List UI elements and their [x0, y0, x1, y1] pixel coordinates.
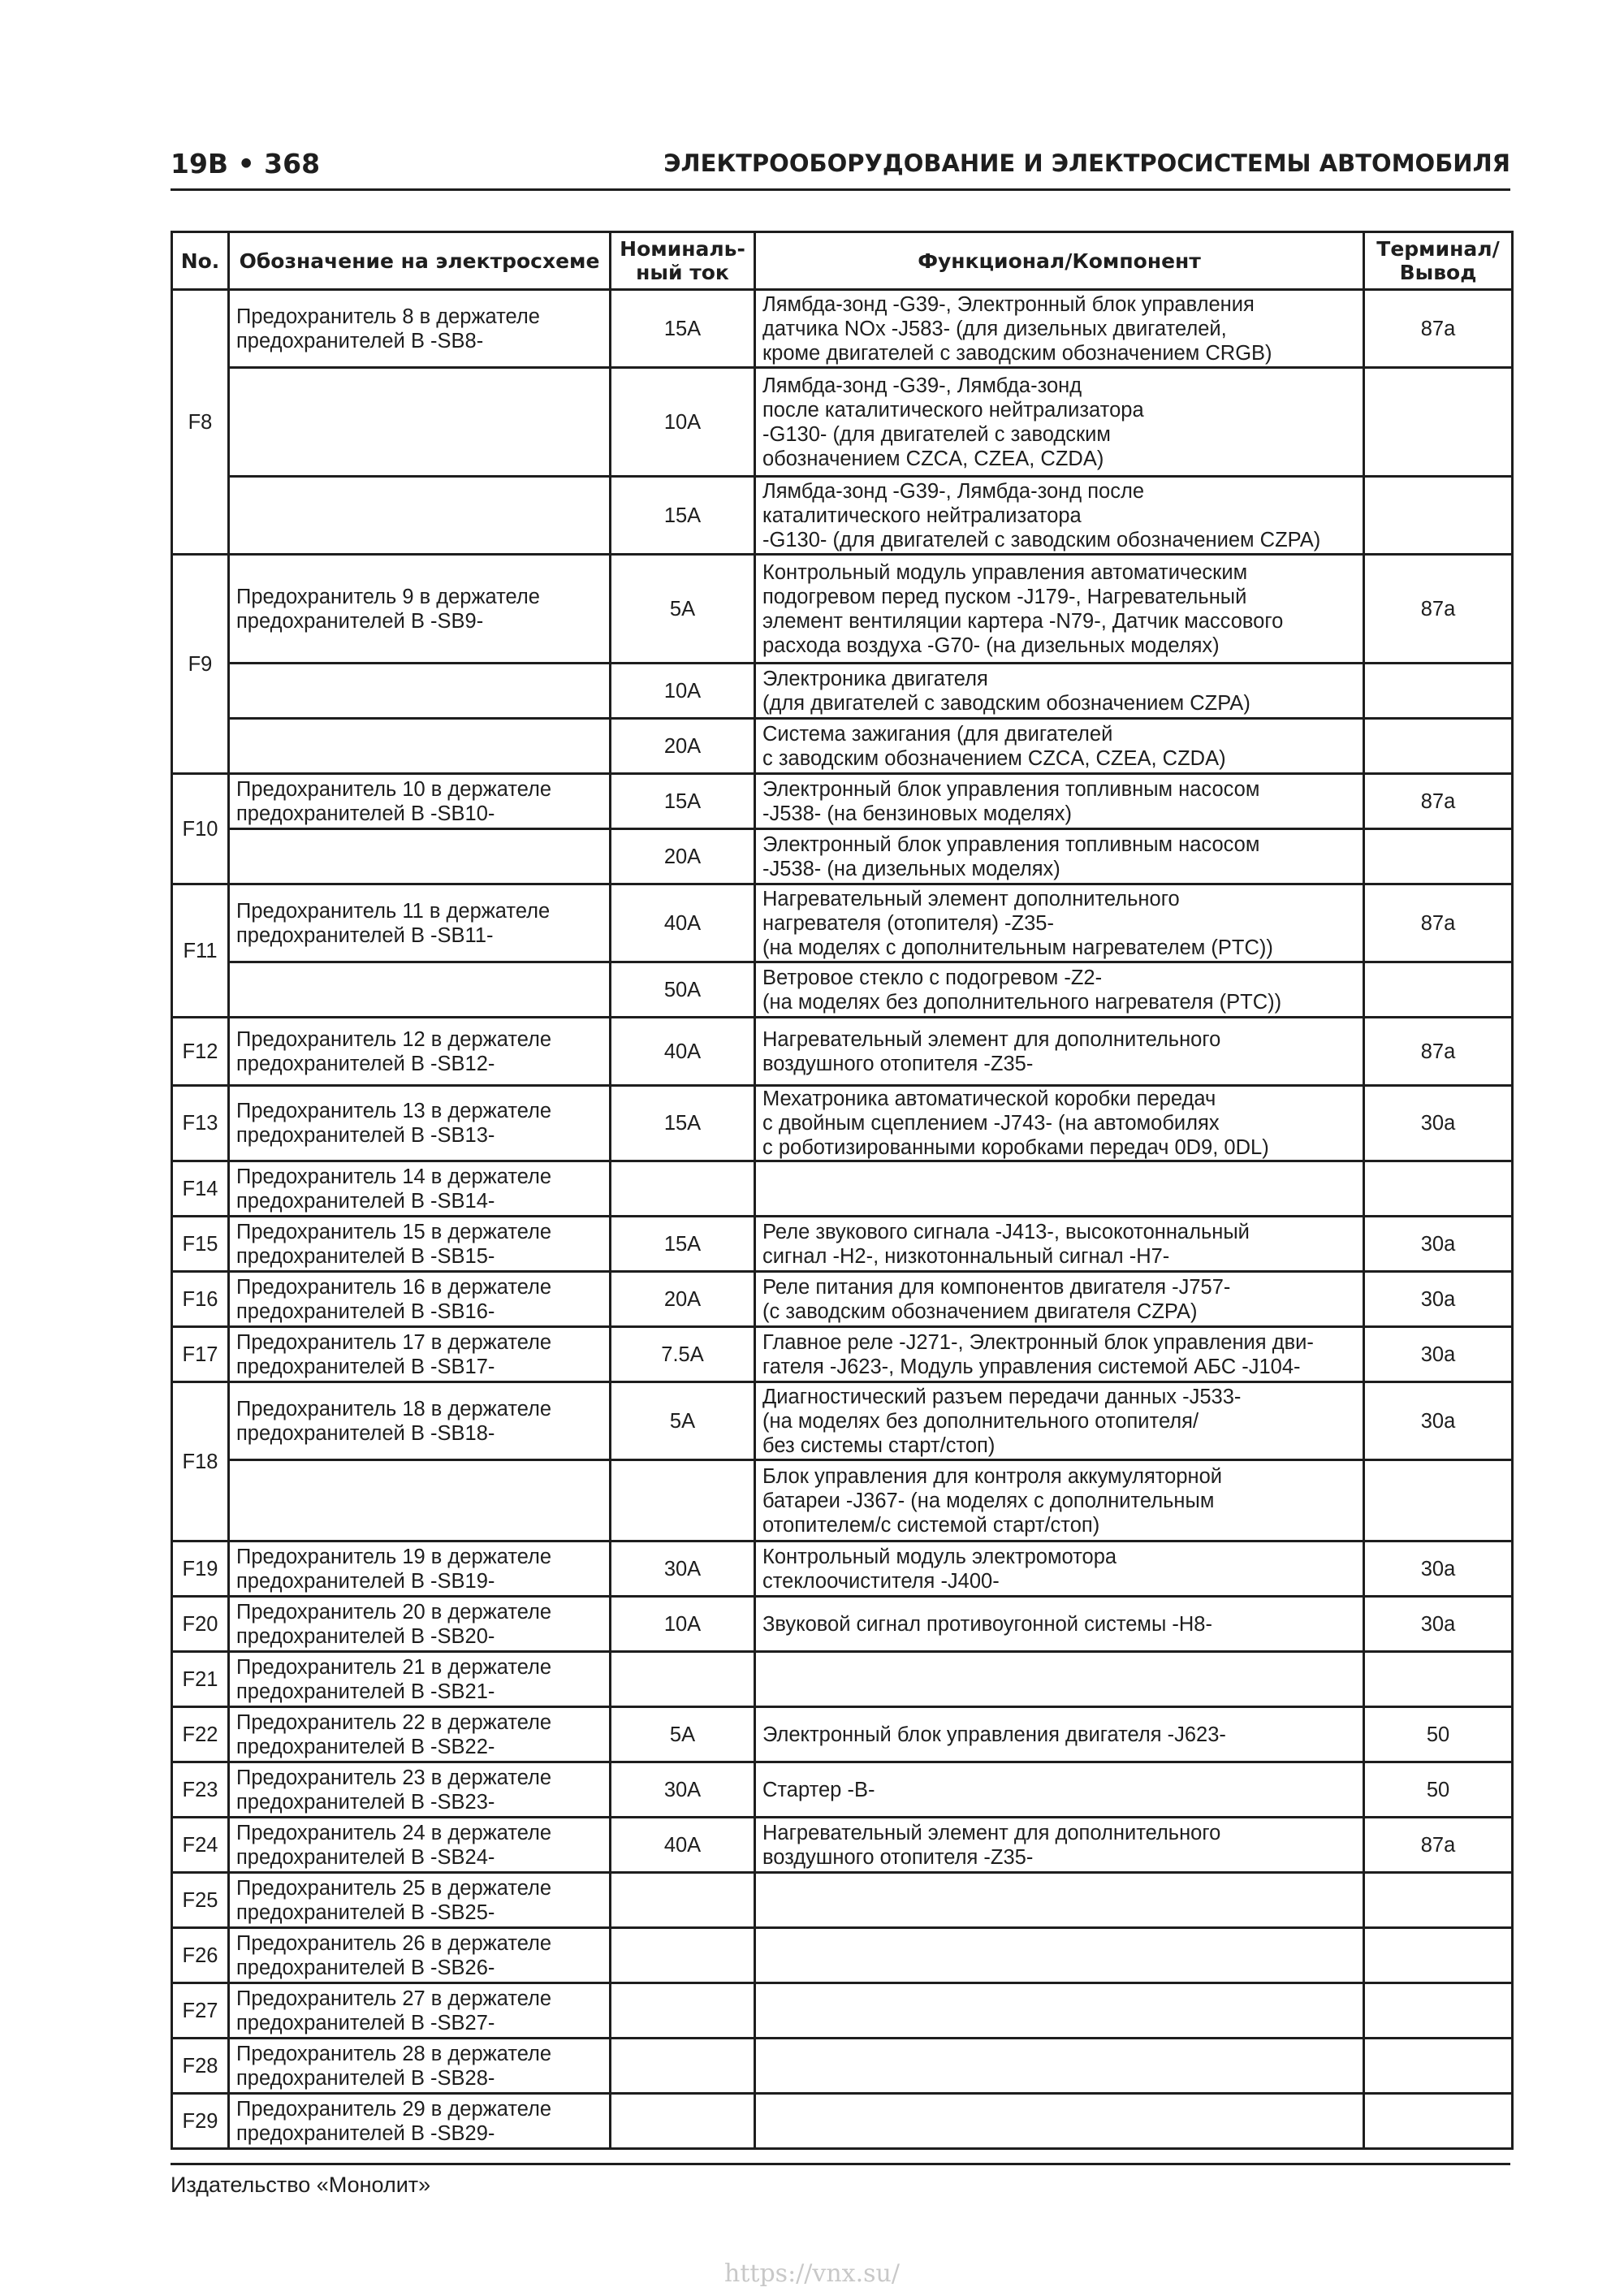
table-row — [172, 1597, 1513, 1652]
fuse-current — [611, 1161, 755, 1217]
fuse-designation — [229, 477, 611, 555]
table-row — [172, 829, 1513, 884]
fuse-function: Лямбда-зонд -G39-, Лямбда-зонд после каталитического нейтрализатора -G130- (для двигателей с заводским обозначением CZCA, CZEA, CZDA) — [755, 368, 1364, 477]
fuse-function — [755, 1652, 1364, 1707]
fuse-number: F16 — [172, 1272, 229, 1327]
fuse-terminal — [1364, 2094, 1513, 2149]
fuse-terminal: 87a — [1364, 774, 1513, 829]
fuse-function: Ветровое стекло с подогревом -Z2- (на моделях без дополнительного нагревателя (PTC)) — [755, 962, 1364, 1018]
fuse-current: 15A — [611, 290, 755, 368]
fuse-number: F10 — [172, 774, 229, 884]
fuse-function — [755, 2094, 1364, 2149]
table-row — [172, 1086, 1513, 1161]
fuse-terminal: 30a — [1364, 1272, 1513, 1327]
table-row — [172, 962, 1513, 1018]
fuse-number: F12 — [172, 1018, 229, 1086]
fuse-function: Лямбда-зонд -G39-, Лямбда-зонд после каталитического нейтрализатора -G130- (для двигателей с заводским обозначением CZPA) — [755, 477, 1364, 555]
fuse-terminal: 87a — [1364, 1818, 1513, 1873]
table-row — [172, 1541, 1513, 1597]
fuse-number: F24 — [172, 1818, 229, 1873]
fuse-designation — [229, 719, 611, 774]
fuse-function: Звуковой сигнал противоугонной системы -H8- — [755, 1597, 1364, 1652]
fuse-designation — [229, 962, 611, 1018]
fuse-current: 15A — [611, 1217, 755, 1272]
fuse-function: Контрольный модуль электромотора стеклоочистителя -J400- — [755, 1541, 1364, 1597]
fuse-current — [611, 1460, 755, 1541]
table-row — [172, 1327, 1513, 1382]
fuse-designation: Предохранитель 24 в держателе предохранителей B -SB24- — [229, 1818, 611, 1873]
table-row — [172, 1707, 1513, 1762]
fuse-current: 15A — [611, 1086, 755, 1161]
table-row — [172, 1018, 1513, 1086]
table-row — [172, 774, 1513, 829]
fuse-number: F8 — [172, 290, 229, 555]
fuse-designation: Предохранитель 19 в держателе предохранителей B -SB19- — [229, 1541, 611, 1597]
fuse-number: F23 — [172, 1762, 229, 1818]
col-header-no: No. — [172, 232, 229, 290]
table-row — [172, 719, 1513, 774]
fuse-designation: Предохранитель 23 в держателе предохранителей B -SB23- — [229, 1762, 611, 1818]
table-row — [172, 1873, 1513, 1928]
fuse-designation — [229, 664, 611, 719]
fuse-terminal: 87a — [1364, 884, 1513, 962]
fuse-function: Блок управления для контроля аккумуляторной батареи -J367- (на моделях с дополнительным отопителем/с системой старт/стоп) — [755, 1460, 1364, 1541]
fuse-function: Лямбда-зонд -G39-, Электронный блок управления датчика NOx -J583- (для дизельных двигателей, кроме двигателей с заводским обозначением CRGB) — [755, 290, 1364, 368]
fuse-designation: Предохранитель 25 в держателе предохранителей B -SB25- — [229, 1873, 611, 1928]
fuse-number: F9 — [172, 555, 229, 774]
table-row — [172, 1460, 1513, 1541]
fuse-terminal: 30a — [1364, 1327, 1513, 1382]
fuse-terminal: 30a — [1364, 1217, 1513, 1272]
fuse-current: 5A — [611, 555, 755, 664]
fuse-current: 15A — [611, 477, 755, 555]
col-header-function: Функционал/Компонент — [755, 232, 1364, 290]
table-row — [172, 2039, 1513, 2094]
fuse-number: F18 — [172, 1382, 229, 1541]
watermark-url: https://vnx.su/ — [724, 2259, 900, 2288]
fuse-designation: Предохранитель 29 в держателе предохранителей B -SB29- — [229, 2094, 611, 2149]
col-header-current-text: Номиналь- ный ток — [620, 237, 745, 284]
fuse-terminal — [1364, 368, 1513, 477]
fuse-designation: Предохранитель 21 в держателе предохранителей B -SB21- — [229, 1652, 611, 1707]
section-title: ЭЛЕКТРООБОРУДОВАНИЕ И ЭЛЕКТРОСИСТЕМЫ АВТОМОБИЛЯ — [663, 149, 1510, 177]
fuse-designation: Предохранитель 14 в держателе предохранителей B -SB14- — [229, 1161, 611, 1217]
table-header-row — [172, 232, 1513, 290]
fuse-number: F14 — [172, 1161, 229, 1217]
footer-divider — [171, 2163, 1510, 2165]
fuse-terminal — [1364, 1161, 1513, 1217]
fuse-number: F19 — [172, 1541, 229, 1597]
fuse-terminal: 50 — [1364, 1707, 1513, 1762]
fuse-number: F22 — [172, 1707, 229, 1762]
table-row — [172, 1762, 1513, 1818]
table-row — [172, 2094, 1513, 2149]
fuse-function — [755, 2039, 1364, 2094]
fuse-terminal — [1364, 477, 1513, 555]
fuse-current — [611, 2039, 755, 2094]
col-header-terminal-text: Терминал/ Вывод — [1376, 237, 1500, 284]
fuse-terminal: 30a — [1364, 1597, 1513, 1652]
table-row — [172, 664, 1513, 719]
fuse-number: F15 — [172, 1217, 229, 1272]
fuse-number: F21 — [172, 1652, 229, 1707]
fuse-function: Мехатроника автоматической коробки передач с двойным сцеплением -J743- (на автомобилях с роботизированными коробками передач 0D9, 0DL) — [755, 1086, 1364, 1161]
fuse-designation: Предохранитель 26 в держателе предохранителей B -SB26- — [229, 1928, 611, 1983]
fuse-designation: Предохранитель 12 в держателе предохранителей B -SB12- — [229, 1018, 611, 1086]
fuse-designation: Предохранитель 11 в держателе предохранителей B -SB11- — [229, 884, 611, 962]
col-header-terminal — [1364, 232, 1513, 290]
col-header-designation: Обозначение на электросхеме — [229, 232, 611, 290]
fuse-function: Электронный блок управления топливным насосом -J538- (на бензиновых моделях) — [755, 774, 1364, 829]
table-row — [172, 1983, 1513, 2039]
fuse-current: 10A — [611, 1597, 755, 1652]
fuse-designation: Предохранитель 16 в держателе предохранителей B -SB16- — [229, 1272, 611, 1327]
table-row — [172, 1818, 1513, 1873]
fuse-terminal — [1364, 1873, 1513, 1928]
fuse-designation: Предохранитель 28 в держателе предохранителей B -SB28- — [229, 2039, 611, 2094]
table-row — [172, 1272, 1513, 1327]
col-header-current — [611, 232, 755, 290]
fuse-function — [755, 1161, 1364, 1217]
fuse-current — [611, 2094, 755, 2149]
fuse-designation: Предохранитель 13 в держателе предохранителей B -SB13- — [229, 1086, 611, 1161]
fuse-designation: Предохранитель 18 в держателе предохранителей B -SB18- — [229, 1382, 611, 1460]
fuse-current: 15A — [611, 774, 755, 829]
fuse-function: Нагревательный элемент для дополнительного воздушного отопителя -Z35- — [755, 1818, 1364, 1873]
fuse-function: Реле питания для компонентов двигателя -J757- (с заводским обозначением двигателя CZPA) — [755, 1272, 1364, 1327]
fuse-terminal — [1364, 1460, 1513, 1541]
publisher: Издательство «Монолит» — [171, 2173, 431, 2197]
fuse-designation: Предохранитель 20 в держателе предохранителей B -SB20- — [229, 1597, 611, 1652]
fuse-current: 20A — [611, 1272, 755, 1327]
fuse-function: Стартер -B- — [755, 1762, 1364, 1818]
fuse-number: F20 — [172, 1597, 229, 1652]
fuse-terminal: 87a — [1364, 555, 1513, 664]
fuse-current: 5A — [611, 1382, 755, 1460]
fuse-terminal — [1364, 1928, 1513, 1983]
header-divider — [171, 188, 1510, 191]
fuse-designation: Предохранитель 9 в держателе предохранителей B -SB9- — [229, 555, 611, 664]
fuse-current — [611, 1652, 755, 1707]
fuse-current: 40A — [611, 1018, 755, 1086]
table-row — [172, 477, 1513, 555]
fuse-current: 40A — [611, 1818, 755, 1873]
fuse-function: Реле звукового сигнала -J413-, высокотоннальный сигнал -H2-, низкотоннальный сигнал -H7- — [755, 1217, 1364, 1272]
fuse-number: F17 — [172, 1327, 229, 1382]
fuse-number: F27 — [172, 1983, 229, 2039]
fuse-designation: Предохранитель 15 в держателе предохранителей B -SB15- — [229, 1217, 611, 1272]
table-row — [172, 1217, 1513, 1272]
fuse-number: F11 — [172, 884, 229, 1018]
fuse-number: F26 — [172, 1928, 229, 1983]
table-row — [172, 290, 1513, 368]
fuse-function: Главное реле -J271-, Электронный блок управления дви- гателя -J623-, Модуль управления системой АБС -J104- — [755, 1327, 1364, 1382]
table-row — [172, 884, 1513, 962]
fuse-current — [611, 1928, 755, 1983]
fuse-designation: Предохранитель 10 в держателе предохранителей B -SB10- — [229, 774, 611, 829]
fuse-current: 5A — [611, 1707, 755, 1762]
fuse-terminal — [1364, 2039, 1513, 2094]
fuse-terminal: 87a — [1364, 1018, 1513, 1086]
fuse-terminal: 50 — [1364, 1762, 1513, 1818]
fuse-terminal: 30a — [1364, 1086, 1513, 1161]
fuse-current — [611, 1983, 755, 2039]
fuse-current: 10A — [611, 664, 755, 719]
fuse-current: 10A — [611, 368, 755, 477]
fuse-designation: Предохранитель 27 в держателе предохранителей B -SB27- — [229, 1983, 611, 2039]
fuse-number: F28 — [172, 2039, 229, 2094]
fuse-number: F29 — [172, 2094, 229, 2149]
fuse-number: F25 — [172, 1873, 229, 1928]
fuse-function: Электронный блок управления двигателя -J623- — [755, 1707, 1364, 1762]
fuse-designation — [229, 1460, 611, 1541]
table-row — [172, 1161, 1513, 1217]
fuse-terminal: 30a — [1364, 1541, 1513, 1597]
fuse-designation — [229, 829, 611, 884]
fuse-terminal: 30a — [1364, 1382, 1513, 1460]
fuse-designation — [229, 368, 611, 477]
fuse-function: Контрольный модуль управления автоматическим подогревом перед пуском -J179-, Нагревательный элемент вентиляции картера -N79-, Датчик массового расхода воздуха -G70- (на дизельных моделях) — [755, 555, 1364, 664]
table-row — [172, 368, 1513, 477]
fuse-function: Электроника двигателя (для двигателей с заводским обозначением CZPA) — [755, 664, 1364, 719]
fuse-function — [755, 1873, 1364, 1928]
fuse-terminal — [1364, 1983, 1513, 2039]
table-row — [172, 1382, 1513, 1460]
fuse-function: Диагностический разъем передачи данных -J533- (на моделях без дополнительного отопителя/ без системы старт/стоп) — [755, 1382, 1364, 1460]
fuse-terminal — [1364, 1652, 1513, 1707]
fuse-current — [611, 1873, 755, 1928]
fuse-function: Электронный блок управления топливным насосом -J538- (на дизельных моделях) — [755, 829, 1364, 884]
fuse-terminal — [1364, 664, 1513, 719]
fuse-designation: Предохранитель 17 в держателе предохранителей B -SB17- — [229, 1327, 611, 1382]
fuse-number: F13 — [172, 1086, 229, 1161]
fuse-function: Нагревательный элемент для дополнительного воздушного отопителя -Z35- — [755, 1018, 1364, 1086]
fuse-current: 40A — [611, 884, 755, 962]
fuse-terminal — [1364, 719, 1513, 774]
table-row — [172, 1652, 1513, 1707]
fuse-table — [171, 231, 1514, 2150]
fuse-current: 7.5A — [611, 1327, 755, 1382]
fuse-function — [755, 1983, 1364, 2039]
fuse-function — [755, 1928, 1364, 1983]
table-row — [172, 1928, 1513, 1983]
fuse-function: Система зажигания (для двигателей с заводским обозначением CZCA, CZEA, CZDA) — [755, 719, 1364, 774]
fuse-terminal: 87a — [1364, 290, 1513, 368]
fuse-current: 20A — [611, 829, 755, 884]
fuse-current: 50A — [611, 962, 755, 1018]
fuse-current: 20A — [611, 719, 755, 774]
page-number: 19B • 368 — [171, 147, 321, 179]
table-row — [172, 555, 1513, 664]
fuse-terminal — [1364, 829, 1513, 884]
fuse-current: 30A — [611, 1762, 755, 1818]
fuse-function: Нагревательный элемент дополнительного нагревателя (отопителя) -Z35- (на моделях с дополнительным нагревателем (PTC)) — [755, 884, 1364, 962]
fuse-designation: Предохранитель 8 в держателе предохранителей B -SB8- — [229, 290, 611, 368]
fuse-terminal — [1364, 962, 1513, 1018]
fuse-current: 30A — [611, 1541, 755, 1597]
fuse-designation: Предохранитель 22 в держателе предохранителей B -SB22- — [229, 1707, 611, 1762]
page-header — [171, 143, 1510, 184]
